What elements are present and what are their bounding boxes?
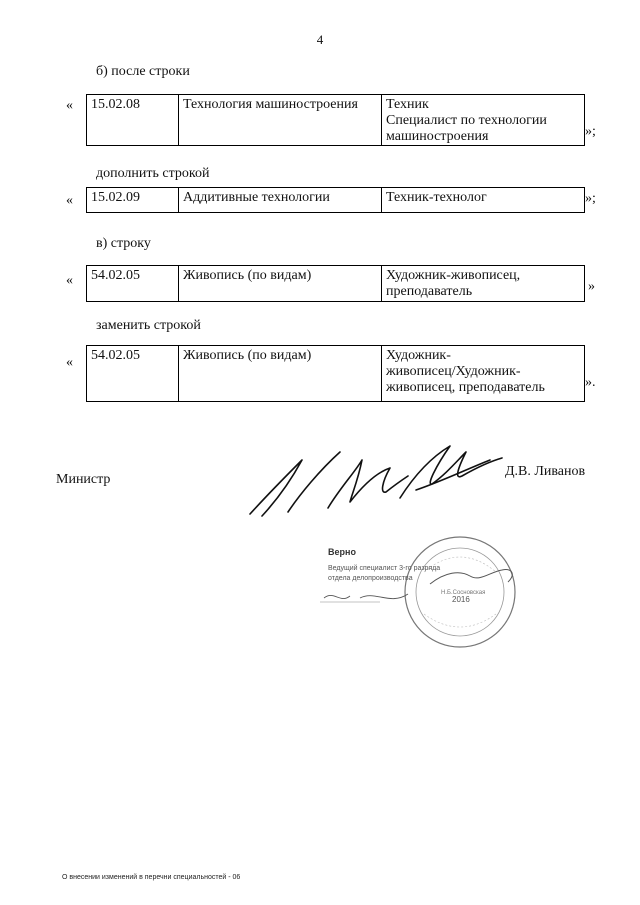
code-cell: 54.02.05 (87, 266, 179, 302)
specialty-name-cell: Технология машиностроения (179, 95, 382, 146)
qualification-cell: Художник- живописец/Художник- живописец, преподаватель (382, 346, 585, 402)
qualification-cell: Техник-технолог (382, 188, 585, 213)
close-quote: »; (585, 191, 596, 206)
specialty-table (86, 187, 585, 213)
minister-title: Министр (56, 472, 111, 487)
section-caption: дополнить строкой (96, 166, 210, 181)
certification-verno: Верно (328, 547, 356, 557)
specialty-table (86, 265, 585, 302)
certification-department: отдела делопроизводства (328, 575, 413, 582)
open-quote: « (66, 355, 73, 370)
handwritten-signature (240, 432, 510, 522)
certification-title: Ведущий специалист 3-го разряда (328, 565, 441, 572)
specialty-table (86, 94, 585, 146)
code-cell: 15.02.08 (87, 95, 179, 146)
page-number: 4 (316, 32, 324, 47)
section-caption: заменить строкой (96, 318, 201, 333)
close-quote: ». (585, 375, 596, 390)
certification-name: Н.Б.Сосновская (441, 590, 486, 596)
close-quote: » (588, 279, 595, 294)
specialty-name-cell: Живопись (по видам) (179, 346, 382, 402)
open-quote: « (66, 193, 73, 208)
open-quote: « (66, 98, 73, 113)
table-row (87, 266, 585, 302)
specialty-name-cell: Живопись (по видам) (179, 266, 382, 302)
footer-note: О внесении изменений в перечни специальностей - 06 (62, 874, 241, 881)
open-quote: « (66, 273, 73, 288)
code-cell: 15.02.09 (87, 188, 179, 213)
specialty-name-cell: Аддитивные технологии (179, 188, 382, 213)
qualification-cell: Художник-живописец, преподаватель (382, 266, 585, 302)
certification-year: 2016 (452, 595, 470, 604)
close-quote: »; (585, 124, 596, 139)
minister-name: Д.В. Ливанов (505, 464, 586, 479)
table-row (87, 188, 585, 213)
table-row (87, 346, 585, 402)
qualification-cell: Техник Специалист по технологии машиностроения (382, 95, 585, 146)
specialty-table (86, 345, 585, 402)
code-cell: 54.02.05 (87, 346, 179, 402)
table-row (87, 95, 585, 146)
section-caption: в) строку (96, 236, 151, 251)
section-caption: б) после строки (96, 64, 190, 79)
